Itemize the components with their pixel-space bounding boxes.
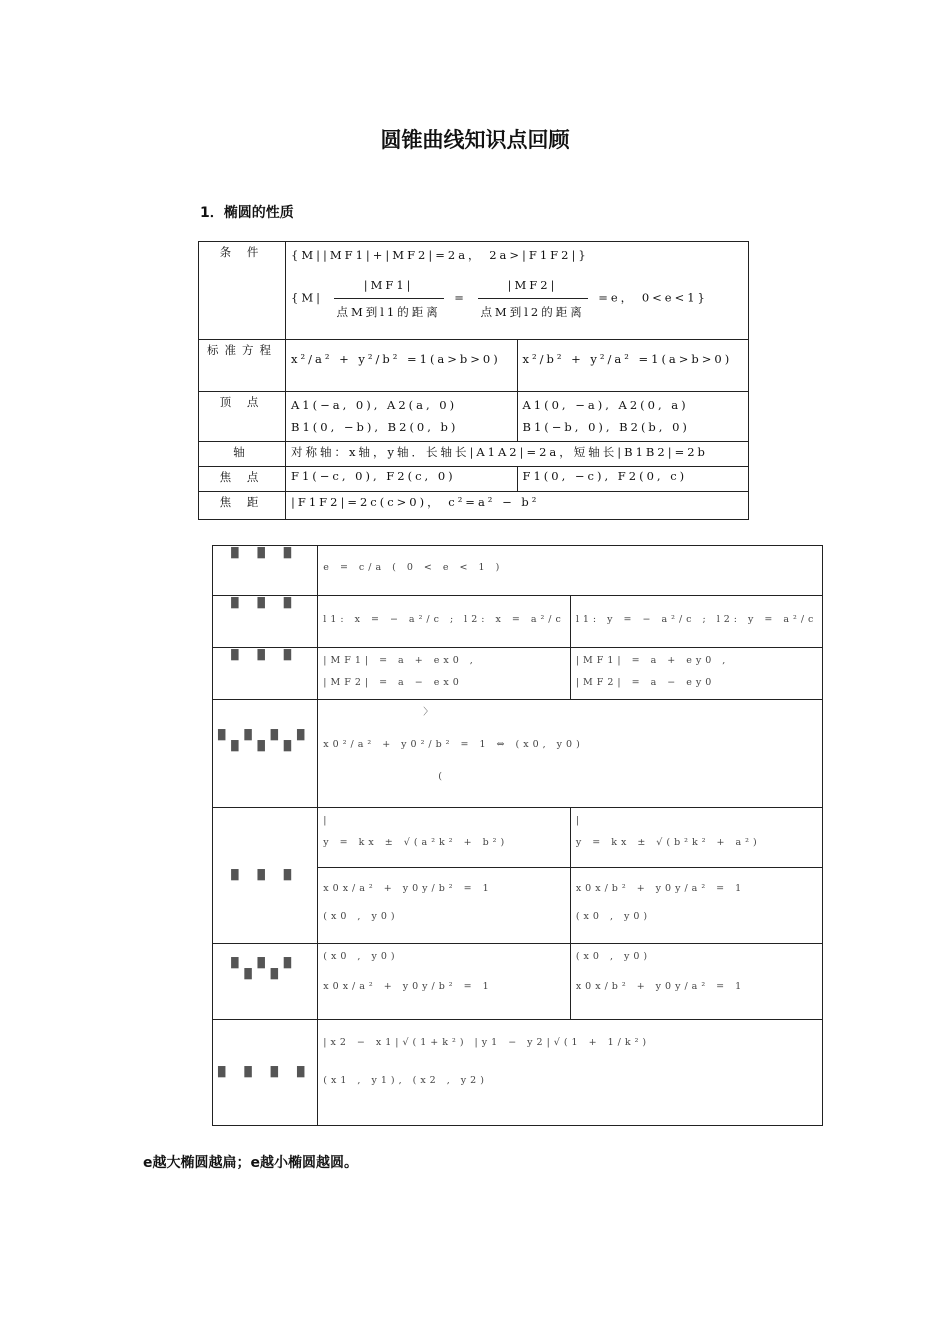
focus-left: F1(−c, 0), F2(c, 0): [286, 467, 518, 492]
t2-r5-right4: (x0 , y0): [575, 911, 652, 922]
footer-note: e越大椭圆越扁；e越小椭圆越圆。: [143, 1155, 358, 1171]
vertex-left: [286, 392, 518, 442]
t2-chord-length: [318, 1020, 823, 1126]
t2-r4-bot: (: [438, 771, 447, 782]
t2-r5-right2: y = kx ± √(b²k² + a²): [575, 837, 761, 848]
page-title: 圆锥曲线知识点回顾: [380, 128, 570, 152]
ellipse-properties-table-2: [212, 545, 823, 1126]
t2-r3-left1: |MF1| = a + ex0 ,: [323, 655, 477, 666]
focus-right: F1(0, −c), F2(0, c): [517, 467, 749, 492]
fraction-2: [478, 274, 588, 323]
t2-r6-right1: (x0 , y0): [575, 951, 652, 962]
condition-line1: {M||MF1|+|MF2|=2a， 2a>|F1F2|}: [291, 248, 589, 262]
t2-r6-right2: x0x/b² + y0y/a² = 1: [575, 981, 746, 992]
t2-label-2: █ █ █: [213, 596, 318, 648]
t2-r4-mid: x0²/a² + y0²/b² = 1 ⇔ (x0, y0): [323, 739, 584, 750]
vertex-right-line2: B1(−b, 0), B2(b, 0): [522, 420, 690, 434]
ellipse-properties-table: [198, 241, 749, 520]
fraction-1-num: |MF1|: [334, 274, 444, 299]
vertex-right-line1: A1(0, −a), A2(0, a): [522, 398, 689, 412]
t2-tangent-right: [570, 808, 823, 868]
t2-r5-right1: |: [575, 815, 584, 826]
fraction-1-den: 点M到l1的距离: [336, 305, 441, 319]
t2-r3-right2: |MF2| = a − ey0: [575, 677, 716, 688]
fraction-1: [334, 274, 444, 323]
t2-focal-radius-left: [318, 648, 571, 700]
t2-directrix-left: l1: x = − a²/c ; l2: x = a²/c: [318, 596, 571, 648]
cond-tail: =e， 0<e<1}: [598, 290, 708, 305]
section-heading: 1．椭圆的性质: [200, 205, 294, 221]
label-vertex: 顶 点: [199, 392, 286, 442]
fraction-2-den: 点M到l2的距离: [480, 305, 585, 319]
fraction-2-num: |MF2|: [478, 274, 588, 299]
t2-r5-left2: y = kx ± √(a²k² + b²): [323, 837, 509, 848]
t2-tangent-eq-right: [570, 868, 823, 944]
t2-r7-line2: (x1 , y1), (x2 , y2): [323, 1075, 488, 1086]
t2-label-3: █ █ █: [213, 648, 318, 700]
vertex-left-line1: A1(−a, 0), A2(a, 0): [291, 398, 458, 412]
condition-cell: [286, 242, 749, 340]
label-equation: 标准方程: [199, 340, 286, 392]
t2-point-position: [318, 700, 823, 808]
axis-text: 对称轴：x轴，y轴．长轴长|A1A2|=2a，短轴长|B1B2|=2b: [286, 442, 749, 467]
t2-r5-right3: x0x/b² + y0y/a² = 1: [575, 883, 746, 894]
vertex-right: [517, 392, 749, 442]
cond-equals: =: [454, 290, 467, 305]
condition-line2: [291, 274, 743, 323]
t2-r6-left2: x0x/a² + y0y/b² = 1: [323, 981, 493, 992]
label-condition: 条 件: [199, 242, 286, 340]
t2-r3-left2: |MF2| = a − ex0: [323, 677, 463, 688]
t2-focal-radius-right: [570, 648, 823, 700]
t2-r4-top: 〉: [423, 707, 437, 718]
label-focus: 焦 点: [199, 467, 286, 492]
t2-r6-left1: (x0 , y0): [323, 951, 399, 962]
t2-label-6: █ █ █ █ █: [213, 944, 318, 1020]
label-focal-distance: 焦 距: [199, 492, 286, 520]
equation-left: x²/a² + y²/b² =1(a>b>0): [286, 340, 518, 392]
t2-label-1: █ █ █: [213, 546, 318, 596]
cond-prefix: {M|: [291, 290, 323, 305]
t2-tangent-left: [318, 808, 571, 868]
t2-r5-left4: (x0 , y0): [323, 911, 399, 922]
t2-label-4: █ █ █ █ █ █ █: [213, 700, 318, 808]
focal-distance-text: |F1F2|=2c(c>0)， c²=a² − b²: [286, 492, 749, 520]
t2-directrix-right: l1: y = − a²/c ; l2: y = a²/c: [570, 596, 823, 648]
t2-eccentricity: e = c/a ( 0 < e < 1 ): [318, 546, 823, 596]
t2-label-7: █ █ █ █: [213, 1020, 318, 1126]
t2-label-5: █ █ █: [213, 808, 318, 944]
t2-chord-left: [318, 944, 571, 1020]
vertex-left-line2: B1(0, −b), B2(0, b): [291, 420, 459, 434]
t2-r5-left1: |: [323, 815, 331, 826]
t2-tangent-eq-left: [318, 868, 571, 944]
t2-r5-left3: x0x/a² + y0y/b² = 1: [323, 883, 493, 894]
t2-r7-line1: |x2 − x1|√(1+k²) |y1 − y2|√(1 + 1/k²): [323, 1037, 651, 1048]
equation-right: x²/b² + y²/a² =1(a>b>0): [517, 340, 749, 392]
t2-r3-right1: |MF1| = a + ey0 ,: [575, 655, 730, 666]
t2-chord-right: [570, 944, 823, 1020]
label-axis: 轴: [199, 442, 286, 467]
